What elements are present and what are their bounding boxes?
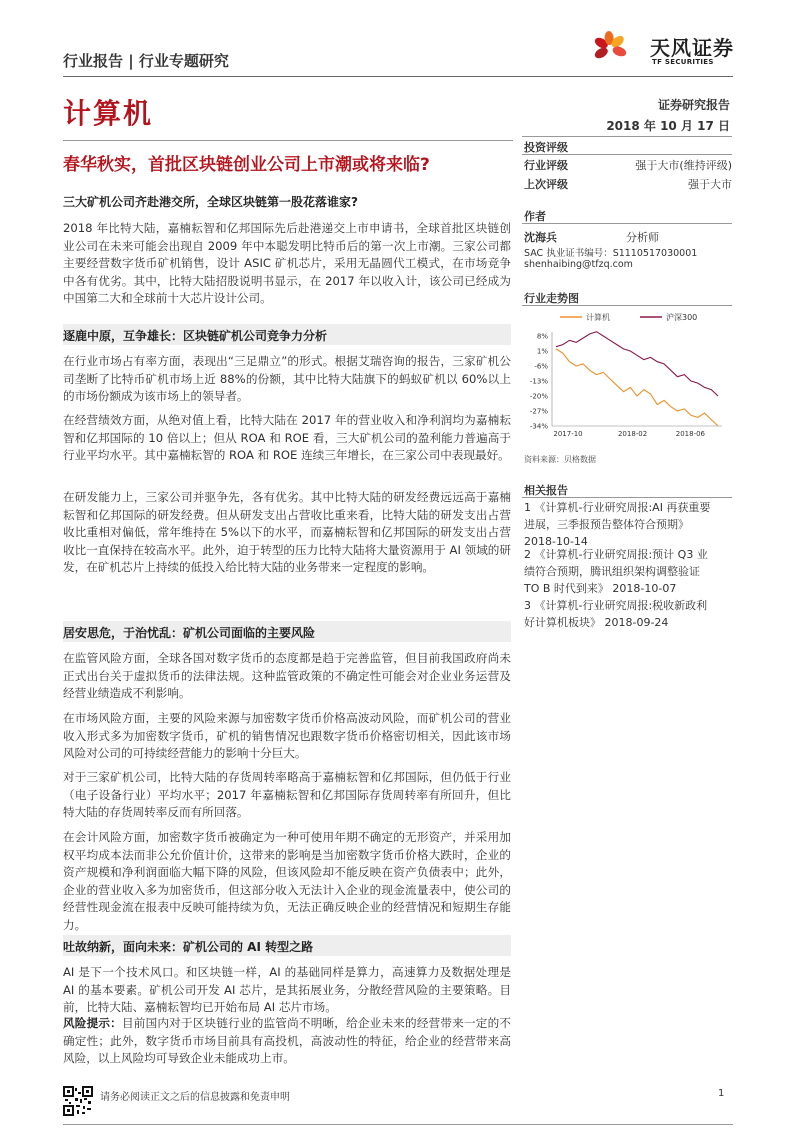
header-divider [63,76,733,77]
related-report-2-line2: 绩符合预期，腾讯组织架构调整验证 [524,565,700,579]
qr-code-icon [63,1086,93,1116]
report-title: 春华秋实，首批区块链创业公司上市潮或将来临? [63,155,430,175]
related-report-1-line1: 1 《计算机-行业研究周报:AI 再获重要 [524,501,711,514]
sidebar-divider [522,154,732,155]
author-name: 沈海兵 [524,231,557,244]
related-heading: 相关报告 [524,484,568,497]
sidebar-divider [522,223,732,224]
chart-source: 资料来源：贝格数据 [524,455,596,464]
section-heading-1: 逐鹿中原，互争雄长：区块链矿机公司竞争力分析 [63,329,328,343]
paragraph-1: 2018 年比特大陆，嘉楠耘智和亿邦国际先后赴港递交上市申请书，全球首批区块链创业公司在未来可能会出现自 2009 年中本聪发明比特币后的第一次上市潮。三家公司都主要经营数字货币矿机销售，设计 ASIC 矿机芯片，采用无晶圆代工模式，在市场竞争中各有优劣。其中，比特大陆招股说明书显示，在 2017 年以收入计，该公司已经成为中国第二大和全球前十大芯片设计公司。 [63,221,511,306]
related-report-2-line1: 2 《计算机-行业研究周报:预计 Q3 业 [524,548,708,561]
paragraph-6: 在市场风险方面，主要的风险来源与加密数字货币价格高波动风险，而矿机公司的营业收入形式多为加密数字货币，矿机的销售情况也跟数字货币价格密切相关，因此该市场风险对公司的可持续经营能力的影响十分巨大。 [63,711,511,761]
related-report-2[interactable] [524,546,732,598]
related-report-3[interactable] [524,597,732,631]
y-tick-label: 8% [536,332,548,341]
paragraph-5: 在监管风险方面，全球各国对数字货币的态度都是趋于完善监管，但目前我国政府尚未正式出台关于虚拟货币的法律法规。这种监管政策的不确定性可能会对企业业务运营及经营业绩造成不利影响。 [63,651,511,701]
report-date: 2018 年 10 月 17 日 [606,119,730,133]
author-email[interactable]: shenhaibing@tfzq.com [524,259,633,270]
report-category: 行业报告 | 行业专题研究 [63,52,229,70]
paragraph-3: 在经营绩效方面，从绝对值上看，比特大陆在 2017 年的营业收入和净利润均为嘉楠耘智和亿邦国际的 10 倍以上；但从 ROA 和 ROE 看，三大矿机公司的盈利能力普遍高于行业平均水平。其中嘉楠耘智的 ROA 和 ROE 连续三年增长，在三家公司中表现最好。 [63,413,511,463]
sidebar-divider [522,136,732,137]
author-sac-id: SAC 执业证书编号：S1110517030001 [524,248,698,259]
paragraph-8: 在会计风险方面，加密数字货币被确定为一种可使用年期不确定的无形资产，并采用加权平均成本法而非公允价值计价，这带来的影响是当加密数字货币价格大跌时，企业的资产规模和净利润面临大幅下降的风险，但该风险却不能反映在资产负债表中；此外，企业的营业收入多为加密货币，但这部分收入无法计入企业的现金流量表中，使公司的经营性现金流在报表中反映可能持续为负，无法正确反映企业的经营情况和短期生存能力。 [63,830,511,932]
y-tick-label: -13% [529,377,548,386]
sidebar-divider [522,497,732,498]
paragraph-7: 对于三家矿机公司，比特大陆的存货周转率略高于嘉楠耘智和亿邦国际，但仍低于行业（电子设备行业）平均水平；2017 年嘉楠耘智和亿邦国际存货周转率有所回升，但比特大陆的存货周转率反而有所回落。 [63,770,511,820]
paragraph-4: 在研发能力上，三家公司并驱争先，各有优劣。其中比特大陆的研发经费远远高于嘉楠耘智和亿邦国际的研发经费。但从研发支出占营收比重来看，比特大陆的研发支出占营收比重相对偏低，常年维持在 5%以下的水平，而嘉楠耘智和亿邦国际的研发支出占营收比一直保持在较高水平。此外，迫于转型的压力比特大陆将大量资源用于 AI 领域的研发，在矿机芯片上持续的低投入给比特大陆的业务带来一定程度的影响。 [63,490,511,575]
section-heading-3: 吐故纳新，面向未来：矿机公司的 AI 转型之路 [63,940,314,954]
related-report-3-line1: 3 《计算机-行业研究周报:税收新政利 [524,599,708,612]
legend-label: 沪深300 [666,313,698,322]
chart-heading: 行业走势图 [524,292,579,305]
report-type: 证券研究报告 [657,98,730,112]
rating-value: 强于大市(维持评级) [635,159,732,172]
series-line [556,332,718,396]
related-report-3-line2: 好计算机板块》 2018-09-24 [524,616,669,630]
risk-label: 风险提示： [63,1016,122,1030]
sidebar-divider [522,305,732,306]
rating-label: 行业评级 [524,159,568,172]
trend-chart [522,308,732,438]
logo-text-cn: 天风证券 [650,36,734,60]
section-heading-2: 居安思危，于治忧乱：矿机公司面临的主要风险 [63,626,316,640]
y-tick-label: -34% [529,422,548,431]
y-tick-label: -6% [534,362,548,371]
author-heading: 作者 [524,210,546,223]
x-tick-label: 2018-02 [617,430,648,438]
risk-warning [63,1015,511,1068]
paragraph-2: 在行业市场占有率方面，表现出“三足鼎立”的形式。根据艾瑞咨询的报告，三家矿机公司垄断了比特币矿机市场上近 88%的份额，其中比特大陆旗下的蚂蚁矿机以 60%以上的市场份额成为该市场上的领导者。 [63,354,511,404]
x-tick-label: 2018-06 [675,430,706,438]
risk-text: 目前国内对于区块链行业的监管尚不明晰，给企业未来的经营带来一定的不确定性；此外，数字货币市场目前具有高投机，高波动性的特征，给企业的经营带来高风险，以上风险均可导致企业未能成功上市。 [63,1016,511,1066]
prev-rating-value: 强于大市 [688,178,732,191]
paragraph-9: AI 是下一个技术风口。和区块链一样，AI 的基础同样是算力，高速算力及数据处理是 AI 的基本要素。矿机公司开发 AI 芯片，是其拓展业务，分散经营风险的主要策略。目前，比特大陆、嘉楠耘智均已开始布局 AI 芯片市场。 [63,965,511,1015]
related-report-1[interactable] [524,499,732,551]
related-report-2-line3: TO B 时代到来》 2018-10-07 [524,582,677,596]
lead-heading: 三大矿机公司齐赴港交所，全球区块链第一股花落谁家? [63,195,358,209]
logo-text-en: TF SECURITIES [652,58,714,66]
related-report-1-line2: 进展，三季报预告整体符合预期》 [524,518,689,532]
sector-title: 计算机 [63,97,154,130]
author-role: 分析师 [626,231,659,244]
y-tick-label: -20% [529,392,548,401]
page-number: 1 [718,1088,725,1099]
y-tick-label: -27% [529,407,548,416]
prev-rating-label: 上次评级 [524,178,568,191]
related-report-1-line3: 2018-10-14 [524,535,588,549]
x-tick-label: 2017-10 [553,430,583,438]
footer-divider [63,1124,733,1125]
rating-heading: 投资评级 [524,141,568,154]
series-line [556,349,718,426]
footer-disclaimer: 请务必阅读正文之后的信息披露和免责申明 [100,1092,290,1103]
legend-label: 计算机 [586,313,610,322]
title-divider [63,140,513,141]
y-tick-label: 1% [536,347,548,356]
